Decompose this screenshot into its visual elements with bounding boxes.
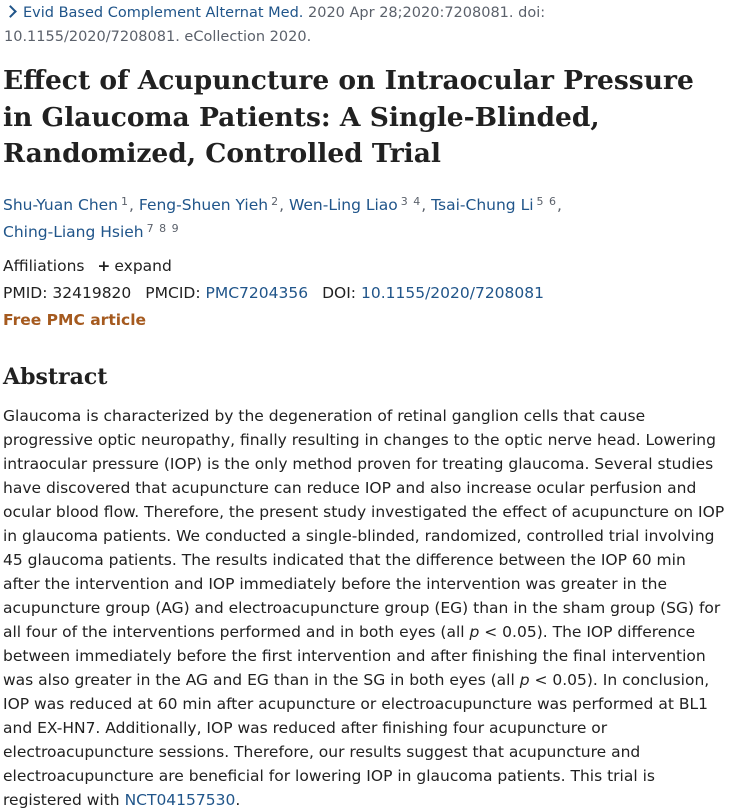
abstract-p-symbol: p (469, 623, 480, 641)
chevron-right-icon (4, 5, 17, 18)
abstract-p-symbol: p (519, 671, 530, 689)
expand-affiliations-button[interactable] (97, 257, 171, 275)
article-title: Effect of Acupuncture on Intraocular Pressure in Glaucoma Patients: A Single-Blinded, Randomized, Controlled Trial (3, 65, 694, 169)
author-list: Shu-Yuan Chen $^1$, Feng-Shuen Yieh $^2$, Wen-Ling Liao $^{3 4}$, Tsai-Chung Li $^{5 6}$, Ching-Liang Hsieh $^{7 8 9}$ (3, 195, 562, 241)
citation-line (4, 1, 724, 49)
abstract-part: Glaucoma is characterized by the degeneration of retinal ganglion cells that cause progressive optic neuropathy, finally resulting in changes to the optic nerve head. Lowering intraocular pressure (IOP) is the only method proven for treating glaucoma. Several studies have discovered that acupuncture can reduce IOP and also increase ocular perfusion and ocular blood flow. Therefore, the present study investigated the effect of acupuncture on IOP in glaucoma patients. We conducted a single-blinded, randomized, controlled trial involving 45 glaucoma patients. The results indicated that the difference between the IOP 60 min after the intervention and IOP immediately before the intervention was greater in the acupuncture group (AG) and electroacupuncture group (EG) than in the sham group (SG) for all four of the interventions performed and in both eyes (all (3, 407, 725, 641)
author-affil-refs[interactable]: 7 8 9 (146, 222, 180, 235)
author-link[interactable]: Shu-Yuan Chen (3, 196, 119, 214)
abstract-heading: Abstract (3, 364, 108, 390)
abstract-part: . (235, 791, 241, 809)
journal-link[interactable]: Evid Based Complement Alternat Med. (23, 5, 304, 21)
pmid-value: 32419820 (52, 284, 132, 302)
trial-registry-link[interactable]: NCT04157530 (124, 791, 236, 809)
affiliations-label: Affiliations (3, 257, 85, 275)
pmcid-label: PMCID: (145, 284, 201, 302)
doi-label: DOI: (322, 284, 357, 302)
affiliations-row (3, 255, 172, 277)
author-link[interactable]: Ching-Liang Hsieh (3, 223, 144, 241)
author-link[interactable]: Wen-Ling Liao (288, 196, 398, 214)
doi-link[interactable]: 10.1155/2020/7208081 (360, 284, 544, 302)
expand-label: expand (114, 257, 172, 275)
abstract-part: < 0.05). The IOP difference between immediately before the first intervention and after finishing the final intervention was also greater in the AG and EG than in the SG in both eyes (all (3, 623, 706, 689)
author-link[interactable]: Tsai-Chung Li (431, 196, 534, 214)
pmcid-link[interactable]: PMC7204356 (205, 284, 309, 302)
abstract-part: < 0.05). In conclusion, IOP was reduced at 60 min after acupuncture or electroacupuncture was performed at BL1 and EX-HN7. Additionally, IOP was reduced after finishing four acupuncture or electroacupuncture sessions. Therefore, our results suggest that acupuncture and electroacupuncture are beneficial for lowering IOP in glaucoma patients. This trial is registered with (3, 671, 710, 809)
author-affil-refs[interactable]: 1 (121, 195, 130, 208)
plus-icon: + (97, 257, 111, 275)
author-affil-refs[interactable]: 2 (271, 195, 280, 208)
author-link[interactable]: Feng-Shuen Yieh (138, 196, 269, 214)
pmid-label: PMID: (3, 284, 48, 302)
author-affil-refs[interactable]: 5 6 (536, 195, 558, 208)
free-pmc-badge: Free PMC article (3, 311, 147, 329)
citation-details: 2020 Apr 28;2020:7208081. doi: 10.1155/2020/7208081. eCollection 2020. (4, 5, 546, 45)
abstract-text (3, 404, 725, 812)
author-affil-refs[interactable]: 3 4 (400, 195, 422, 208)
identifiers-row (3, 282, 544, 304)
